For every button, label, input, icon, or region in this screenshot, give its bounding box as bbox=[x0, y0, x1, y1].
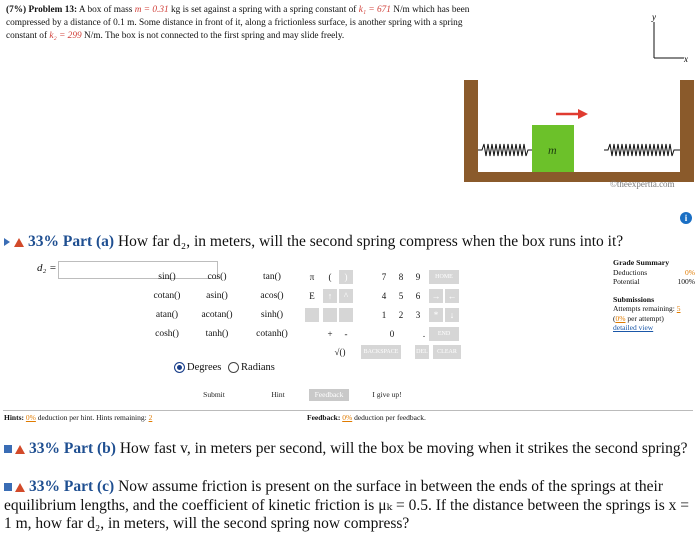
del-key[interactable]: DEL bbox=[415, 345, 429, 359]
end-key[interactable]: END bbox=[429, 327, 459, 341]
warning-icon bbox=[15, 445, 25, 454]
part-a-label: Part (a) bbox=[62, 233, 115, 250]
acos-button[interactable]: acos() bbox=[260, 291, 284, 301]
hints-label: Hints: bbox=[4, 413, 25, 422]
minus-key[interactable]: - bbox=[339, 327, 353, 341]
plus-key[interactable]: + bbox=[323, 327, 337, 341]
backspace-key[interactable]: BACKSPACE bbox=[361, 345, 401, 359]
blank-key-1[interactable] bbox=[323, 308, 337, 322]
part-a-header[interactable] bbox=[4, 233, 623, 251]
grade-summary: Grade Summary Deductions 0% Potential 100% Submissions Attempts remaining: 5 (0% per attempt) detailed view bbox=[613, 258, 695, 332]
degrees-radio[interactable] bbox=[174, 362, 185, 373]
image-credit: ©theexpertta.com bbox=[610, 179, 675, 189]
up-arrow-key[interactable]: ↑ bbox=[323, 289, 337, 303]
feedback-button[interactable]: Feedback bbox=[309, 389, 349, 401]
problem-weight: (7%) bbox=[6, 5, 27, 15]
part-b-question: How fast v, in meters per second, will the box be moving when it strikes the second spring? bbox=[119, 440, 688, 457]
problem-text-2: kg is set against a spring with a spring constant of bbox=[170, 5, 357, 15]
hints-text: deduction per hint. Hints remaining: bbox=[37, 413, 147, 422]
hint-button[interactable]: Hint bbox=[258, 389, 298, 401]
left-spring bbox=[478, 144, 532, 156]
right-wall bbox=[680, 80, 694, 180]
digit-7-key[interactable]: 7 bbox=[377, 270, 391, 284]
angle-mode bbox=[174, 362, 275, 373]
answer-label: d₂ = bbox=[37, 262, 57, 274]
problem-text-4: N/m. The box is not connected to the first spring and may slide freely. bbox=[83, 31, 345, 41]
right-arrow-key[interactable]: → bbox=[429, 289, 443, 303]
feedback-text: deduction per feedback. bbox=[354, 413, 426, 422]
atan-button[interactable]: atan() bbox=[155, 310, 179, 320]
decimal-key[interactable]: . bbox=[417, 327, 431, 341]
blank-key-2[interactable] bbox=[339, 308, 353, 322]
potential-label: Potential bbox=[613, 277, 640, 286]
digit-2-key[interactable]: 2 bbox=[394, 308, 408, 322]
acotan-button[interactable]: acotan() bbox=[201, 310, 233, 320]
cotanh-button[interactable]: cotanh() bbox=[256, 329, 288, 339]
digit-4-key[interactable]: 4 bbox=[377, 289, 391, 303]
e-key[interactable]: E bbox=[305, 289, 319, 303]
box-label: m bbox=[548, 143, 557, 157]
tan-button[interactable]: tan() bbox=[263, 272, 281, 282]
velocity-arrow-head bbox=[578, 109, 588, 119]
digit-3-key[interactable]: 3 bbox=[411, 308, 425, 322]
warning-icon bbox=[15, 483, 25, 492]
clear-key[interactable]: CLEAR bbox=[433, 345, 461, 359]
deductions-label: Deductions bbox=[613, 267, 648, 277]
tanh-button[interactable]: tanh() bbox=[205, 329, 229, 339]
give-up-button[interactable]: I give up! bbox=[364, 389, 410, 401]
y-axis-label: y bbox=[652, 12, 656, 22]
grade-summary-title: Grade Summary bbox=[613, 258, 670, 267]
expand-arrow-icon[interactable] bbox=[4, 238, 10, 246]
submissions-title: Submissions bbox=[613, 294, 655, 304]
detailed-view-link[interactable]: detailed view bbox=[613, 323, 654, 332]
close-paren-key[interactable]: ) bbox=[339, 270, 353, 284]
attempts-remaining[interactable]: 5 bbox=[676, 304, 681, 313]
digit-1-key[interactable]: 1 bbox=[377, 308, 391, 322]
blank-key-3[interactable] bbox=[305, 308, 319, 322]
part-c-question: Now assume friction is present on the surface in between the ends of the springs at their equilibrium lengths, and the coefficient of kinetic friction is μₖ = 0.5. If the distance between the springs is x = 1 m, how far d₂, in meters, will the second spring now compress? bbox=[4, 478, 690, 532]
cosh-button[interactable]: cosh() bbox=[155, 329, 179, 339]
attempts-label: Attempts remaining: bbox=[613, 304, 675, 313]
down-arrow-key[interactable]: ↓ bbox=[445, 308, 459, 322]
pi-key[interactable]: π bbox=[305, 270, 319, 284]
cotan-button[interactable]: cotan() bbox=[153, 291, 181, 301]
hints-remaining[interactable]: 2 bbox=[148, 413, 153, 422]
deductions-value: 0% bbox=[685, 267, 695, 277]
submit-button[interactable]: Submit bbox=[194, 389, 234, 401]
caret-key[interactable]: ^ bbox=[339, 289, 353, 303]
asin-button[interactable]: asin() bbox=[206, 291, 228, 301]
feedback-label: Feedback: bbox=[307, 413, 341, 422]
collapse-icon[interactable] bbox=[4, 445, 12, 453]
degrees-label: Degrees bbox=[187, 362, 222, 373]
part-b-percent: 33% bbox=[29, 440, 60, 457]
sinh-button[interactable]: sinh() bbox=[260, 310, 284, 320]
info-icon[interactable]: i bbox=[680, 212, 692, 224]
warning-icon bbox=[14, 238, 24, 247]
collapse-icon[interactable] bbox=[4, 483, 12, 491]
axes-icon bbox=[640, 12, 690, 64]
right-spring bbox=[604, 144, 680, 156]
left-wall bbox=[464, 80, 478, 180]
sin-button[interactable]: sin() bbox=[158, 272, 176, 282]
digit-5-key[interactable]: 5 bbox=[394, 289, 408, 303]
k2-value: k₂ = 299 bbox=[49, 31, 82, 41]
feedback-deduction[interactable]: 0% bbox=[342, 413, 353, 422]
problem-text-1: A box of mass bbox=[78, 5, 133, 15]
left-arrow-key[interactable]: ← bbox=[445, 289, 459, 303]
x-axis-label: x bbox=[684, 54, 688, 64]
k1-value: k₁ = 671 bbox=[358, 5, 391, 15]
hints-deduction[interactable]: 0% bbox=[25, 413, 36, 422]
digit-8-key[interactable]: 8 bbox=[394, 270, 408, 284]
per-attempt-label: per attempt) bbox=[627, 313, 664, 323]
mass-value: m = 0.31 bbox=[134, 5, 169, 15]
problem-number: Problem 13: bbox=[28, 5, 78, 15]
potential-value: 100% bbox=[677, 277, 695, 286]
problem-text-3: N/m which has been compressed by a distance of 0.1 m. Some distance in front of it, along a frictionless surface, is another spring with a spring constant of bbox=[6, 5, 470, 41]
home-key[interactable]: HOME bbox=[429, 270, 459, 284]
hints-bar bbox=[3, 410, 693, 425]
part-c-header[interactable] bbox=[4, 478, 694, 534]
open-paren-key[interactable]: ( bbox=[323, 270, 337, 284]
digit-9-key[interactable]: 9 bbox=[411, 270, 425, 284]
part-b-header[interactable] bbox=[4, 440, 694, 459]
part-a-percent: 33% bbox=[28, 233, 59, 250]
digit-0-key[interactable]: 0 bbox=[385, 327, 399, 341]
part-c-percent: 33% bbox=[29, 478, 60, 495]
sqrt-key[interactable]: √() bbox=[331, 345, 349, 359]
calculator bbox=[155, 270, 465, 358]
per-attempt-pct[interactable]: 0% bbox=[615, 313, 626, 323]
part-b-label: Part (b) bbox=[63, 440, 116, 457]
radians-label: Radians bbox=[241, 362, 275, 373]
digit-6-key[interactable]: 6 bbox=[411, 289, 425, 303]
cos-button[interactable]: cos() bbox=[207, 272, 227, 282]
radians-radio[interactable] bbox=[228, 362, 239, 373]
part-a-question: How far d₂, in meters, will the second spring compress when the box runs into it? bbox=[117, 233, 624, 250]
spring-box-figure bbox=[464, 80, 694, 192]
part-c-label: Part (c) bbox=[63, 478, 115, 495]
problem-statement bbox=[6, 4, 476, 43]
star-key[interactable]: * bbox=[429, 308, 443, 322]
